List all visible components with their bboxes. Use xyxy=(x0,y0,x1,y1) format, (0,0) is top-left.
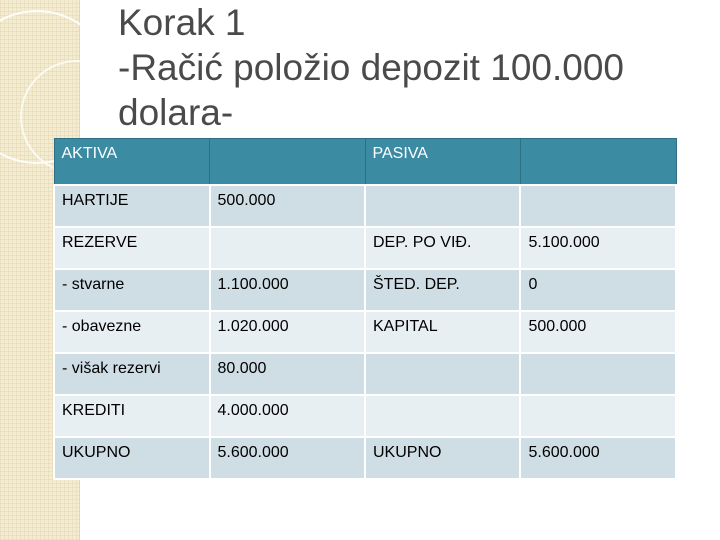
table-cell: REZERVE xyxy=(54,227,210,269)
table-row xyxy=(54,395,676,437)
table-cell: 0 xyxy=(520,269,676,311)
table-cell xyxy=(520,395,676,437)
balance-sheet-table xyxy=(53,138,677,480)
table-cell xyxy=(365,353,520,395)
table-cell: 5.600.000 xyxy=(520,437,676,479)
table-cell: 500.000 xyxy=(210,185,365,227)
table-row xyxy=(54,227,676,269)
table-cell: 1.020.000 xyxy=(210,311,365,353)
table-row xyxy=(54,185,676,227)
slide-title: Korak 1 -Račić položio depozit 100.000 dolara- xyxy=(118,2,624,133)
header-cell-pasiva: PASIVA xyxy=(365,139,520,185)
table-cell: 4.000.000 xyxy=(210,395,365,437)
table-cell: 80.000 xyxy=(210,353,365,395)
table-cell: - stvarne xyxy=(54,269,210,311)
table-cell: - obavezne xyxy=(54,311,210,353)
table-header-row xyxy=(54,139,676,185)
table-cell xyxy=(365,395,520,437)
table-row xyxy=(54,311,676,353)
table-row xyxy=(54,353,676,395)
table-cell: 500.000 xyxy=(520,311,676,353)
table-cell: UKUPNO xyxy=(54,437,210,479)
table-row xyxy=(54,269,676,311)
table-cell: DEP. PO VIĐ. xyxy=(365,227,520,269)
table-cell: KAPITAL xyxy=(365,311,520,353)
table-cell xyxy=(520,185,676,227)
table-cell: 5.100.000 xyxy=(520,227,676,269)
table-cell: KREDITI xyxy=(54,395,210,437)
header-cell-empty xyxy=(520,139,676,185)
table-cell: - višak rezervi xyxy=(54,353,210,395)
table-cell: ŠTED. DEP. xyxy=(365,269,520,311)
table-cell: 5.600.000 xyxy=(210,437,365,479)
table-cell xyxy=(520,353,676,395)
header-cell-empty xyxy=(210,139,365,185)
table-row xyxy=(54,437,676,479)
table-cell xyxy=(210,227,365,269)
table-cell: 1.100.000 xyxy=(210,269,365,311)
header-cell-aktiva: AKTIVA xyxy=(54,139,210,185)
table-cell: UKUPNO xyxy=(365,437,520,479)
table-cell: HARTIJE xyxy=(54,185,210,227)
table-cell xyxy=(365,185,520,227)
